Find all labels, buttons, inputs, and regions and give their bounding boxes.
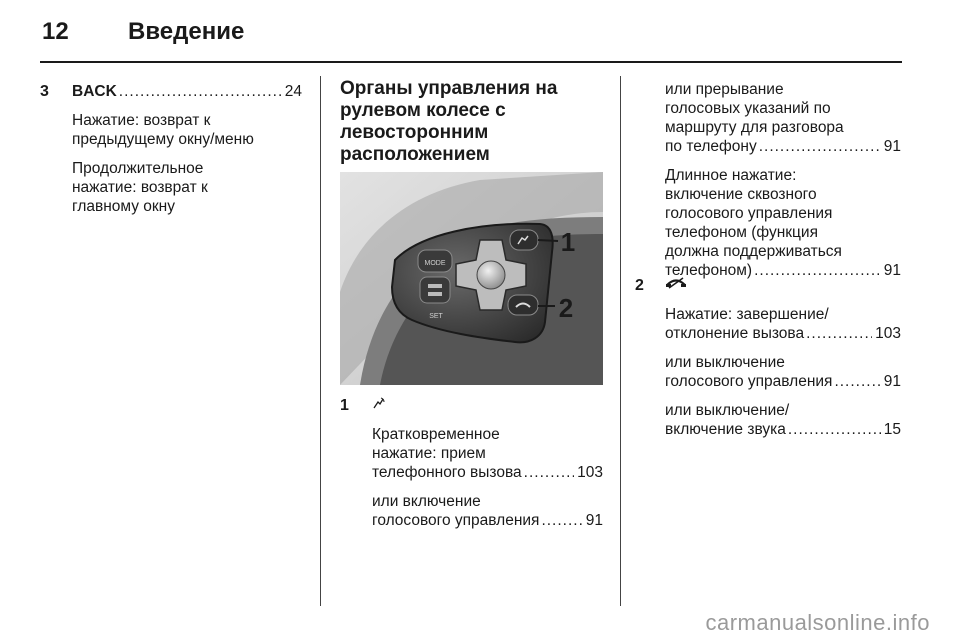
leader-dots (119, 82, 282, 101)
page-reference-link[interactable]: 91 (585, 512, 603, 529)
mode-button-label: MODE (424, 260, 446, 267)
text-line: или выключение/ (665, 402, 790, 419)
text-line: Продолжительное (72, 160, 204, 177)
text-line: Нажатие: завершение/ (665, 306, 829, 323)
page-header (40, 18, 910, 58)
page-reference-link[interactable]: 91 (883, 373, 901, 390)
back-heading (72, 82, 302, 101)
page-reference-link[interactable]: 91 (883, 138, 901, 155)
section-heading (340, 78, 610, 166)
callout-1: 1 (560, 227, 576, 257)
text-line: или включение (372, 493, 481, 510)
text-line: включение сквозного (665, 186, 817, 203)
text-line: предыдущему окну/меню (72, 131, 254, 148)
item-1-voice (372, 492, 603, 530)
text-line: голосового управления (372, 512, 540, 529)
callout-2: 2 (558, 293, 574, 323)
back-press-description (72, 111, 302, 149)
leader-dots (759, 137, 881, 156)
text-line: Кратковременное (372, 426, 500, 443)
text-line: голосового управления (665, 373, 833, 390)
text-line: Нажатие: возврат к (72, 112, 211, 129)
text-line: нажатие: возврат к (72, 179, 208, 196)
text-line: голосовых указаний по (665, 100, 831, 117)
item-2-mute (665, 401, 901, 439)
item-1-short-press (372, 425, 603, 482)
heading-line: левосторонним (340, 122, 489, 143)
watermark: carmanualsonline.info (705, 610, 930, 635)
header-rule (40, 61, 902, 63)
phone-voice-icon (372, 396, 386, 415)
text-line: по телефону (665, 138, 757, 155)
text-line: нажатие: прием (372, 445, 486, 462)
column-divider-left (320, 76, 321, 606)
text-line: включение звука (665, 421, 786, 438)
item-2-icon-row (665, 276, 901, 295)
page-reference-link[interactable]: 24 (284, 83, 302, 100)
text-line: телефоном) (665, 262, 753, 279)
hang-up-button (508, 295, 538, 315)
leader-dots (788, 420, 881, 439)
text-line: главному окну (72, 198, 175, 215)
item-1-icon-row (372, 396, 603, 415)
column-divider-right (620, 76, 621, 606)
text-line: голосового управления (665, 205, 833, 222)
entry-number: 2 (635, 277, 644, 294)
page-number: 12 (42, 18, 69, 45)
long-press-description (665, 166, 901, 280)
steering-wheel-illustration (340, 172, 603, 385)
back-label: BACK (72, 83, 117, 100)
item-2-press (665, 305, 901, 343)
text-line: отклонение вызова (665, 325, 805, 342)
set-button-label: SET (429, 313, 443, 320)
heading-line: рулевом колесе с (340, 100, 506, 121)
text-line: телефоном (функция (665, 224, 818, 241)
leader-dots (834, 372, 880, 391)
heading-line: расположением (340, 144, 490, 165)
page-reference-link[interactable]: 103 (577, 464, 603, 481)
page-reference-link[interactable]: 91 (883, 262, 901, 279)
steering-wheel-photo (340, 172, 603, 385)
text-line: или выключение (665, 354, 785, 371)
text-line: телефонного вызова (372, 464, 522, 481)
text-line: должна поддерживаться (665, 243, 842, 260)
page-reference-link[interactable]: 15 (883, 421, 901, 438)
leader-dots (806, 324, 872, 343)
entry-number: 3 (40, 83, 49, 100)
leader-dots (524, 463, 574, 482)
text-line: Длинное нажатие: (665, 167, 797, 184)
entry-number: 1 (340, 397, 349, 414)
text-line: или прерывание (665, 81, 784, 98)
page-reference-link[interactable]: 103 (875, 325, 901, 342)
text-line: маршруту для разговора (665, 119, 844, 136)
leader-dots (541, 511, 582, 530)
back-long-press-description (72, 159, 302, 216)
heading-line: Органы управления на (340, 78, 558, 99)
interrupt-guidance (665, 80, 901, 156)
page-section-title: Введение (128, 18, 245, 45)
hang-up-icon (665, 276, 687, 295)
item-2-voice (665, 353, 901, 391)
